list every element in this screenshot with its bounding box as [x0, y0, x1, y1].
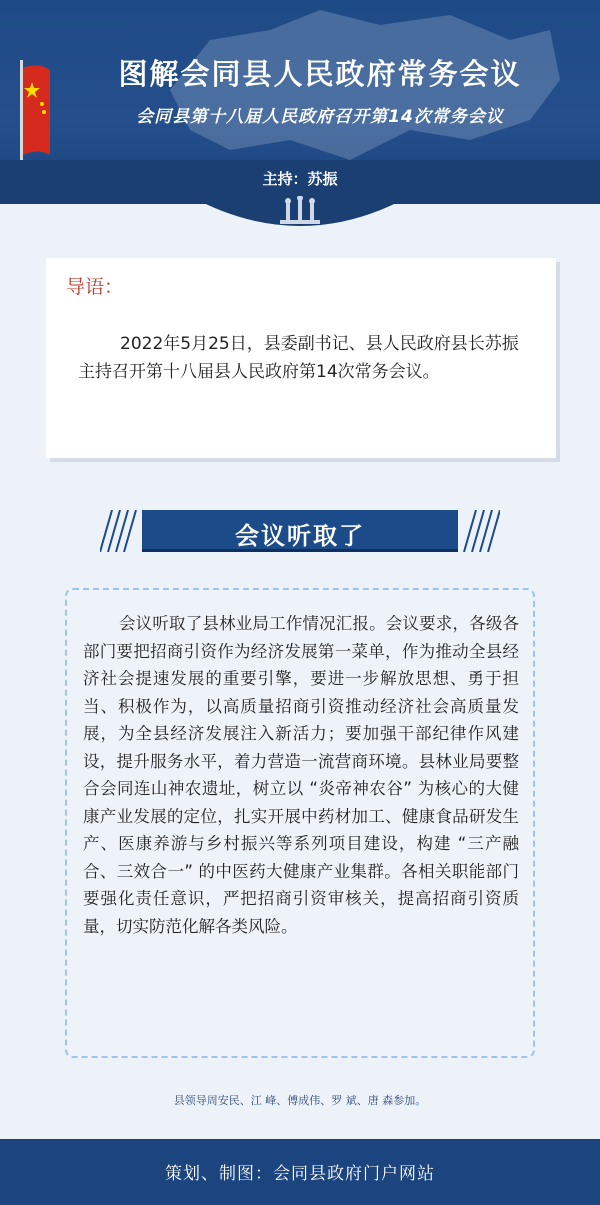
- stripes-decoration-icon: [460, 510, 500, 552]
- host-label: 主持：苏振: [262, 170, 338, 188]
- national-flag-icon: [18, 60, 52, 160]
- footer-credit: 策划、制图：会同县政府门户网站: [165, 1164, 435, 1184]
- footer: [0, 1139, 600, 1205]
- intro-text: 2022年5月25日，县委副书记、县人民政府县长苏振主持召开第十八届县人民政府第14次常务会议。: [78, 334, 519, 382]
- intro-card: [46, 258, 556, 458]
- attendees-note: 县领导周安民、江 峰、傅成伟、罗 斌、唐 森参加。: [173, 1094, 427, 1107]
- content-box: [65, 588, 535, 1058]
- section-title: 会议听取了: [235, 522, 365, 550]
- stripes-decoration-icon: [100, 510, 140, 552]
- podium-microphone-icon: [190, 196, 410, 230]
- content-text: 会议听取了县林业局工作情况汇报。会议要求，各级各部门要把招商引资作为经济发展第一菜单，作为推动全县经济社会提速发展的重要引擎，要进一步解放思想、勇于担当、积极作为，以高质量招商引资推动经济社会高质量发展，为全县经济发展注入新活力；要加强干部纪律作风建设，提升服务水平，着力营造一流营商环境。县林业局要整合会同连山神农遗址，树立以 “炎帝神农谷” 为核心的大健康产业发展的定位，扎实开展中药材加工、健康食品研发生产、医康养游与乡村振兴等系列项目建设，构建 “三产融合、三效合一” 的中医药大健康产业集群。各相关职能部门要强化责任意识，严把招商引资审核关，提高招商引资质量，切实防范化解各类风险。: [83, 614, 519, 936]
- page-title: 图解会同县人民政府常务会议: [118, 57, 522, 91]
- section-heading: [100, 510, 500, 552]
- intro-label: 导语：: [66, 276, 124, 298]
- section-title-box: [142, 510, 458, 552]
- meeting-subtitle: 会同县第十八届人民政府召开第14次常务会议: [136, 107, 504, 127]
